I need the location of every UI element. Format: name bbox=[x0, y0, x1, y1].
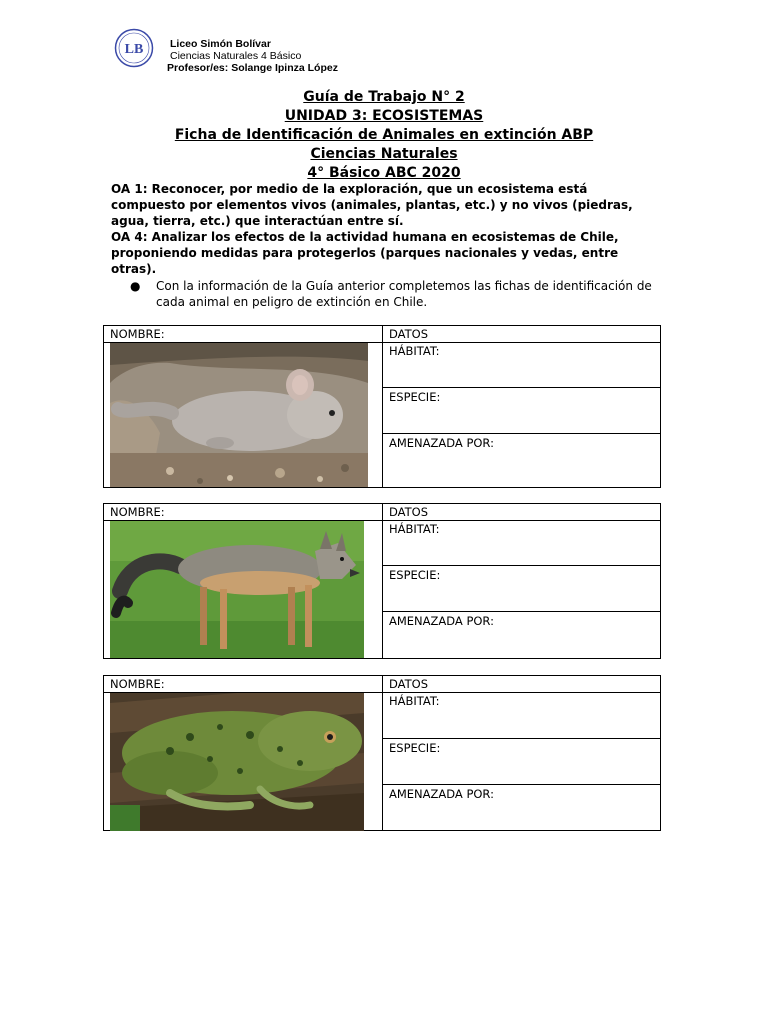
habitat-field[interactable] bbox=[383, 520, 660, 566]
animal-card-1 bbox=[103, 325, 661, 488]
especie-field[interactable] bbox=[383, 566, 660, 612]
sheet-title: Ficha de Identificación de Animales en extinción ABP bbox=[174, 127, 594, 143]
animal-card-3 bbox=[103, 675, 661, 831]
habitat-label: HÁBITAT: bbox=[389, 522, 440, 536]
amenazada-label: AMENAZADA POR: bbox=[389, 787, 494, 801]
unit-title-row bbox=[104, 107, 664, 126]
teacher-name: Profesor/es: Solange Ipinza López bbox=[167, 62, 338, 74]
especie-label: ESPECIE: bbox=[389, 568, 441, 582]
datos-label: DATOS bbox=[389, 505, 429, 519]
amenazada-field[interactable] bbox=[383, 612, 660, 658]
school-info bbox=[167, 38, 338, 74]
level-title: 4° Básico ABC 2020 bbox=[307, 165, 461, 181]
amenazada-field[interactable] bbox=[383, 434, 660, 487]
subject-title: Ciencias Naturales bbox=[310, 146, 458, 162]
fox-photo bbox=[110, 521, 364, 658]
animal-card-2 bbox=[103, 503, 661, 659]
guide-title: Guía de Trabajo N° 2 bbox=[303, 89, 465, 105]
habitat-label: HÁBITAT: bbox=[389, 694, 440, 708]
document-titles bbox=[104, 88, 664, 183]
especie-field[interactable] bbox=[383, 739, 660, 785]
especie-field[interactable] bbox=[383, 388, 660, 434]
course-name: Ciencias Naturales 4 Básico bbox=[170, 50, 302, 62]
learning-objectives bbox=[111, 181, 651, 277]
habitat-field[interactable] bbox=[383, 342, 660, 388]
especie-label: ESPECIE: bbox=[389, 741, 441, 755]
especie-label: ESPECIE: bbox=[389, 390, 441, 404]
school-logo bbox=[114, 28, 154, 68]
nombre-label: NOMBRE: bbox=[110, 327, 165, 341]
school-name: Liceo Simón Bolívar bbox=[170, 38, 271, 50]
datos-label: DATOS bbox=[389, 677, 429, 691]
amenazada-label: AMENAZADA POR: bbox=[389, 436, 494, 450]
bullet-icon: ● bbox=[130, 279, 141, 293]
nombre-label: NOMBRE: bbox=[110, 505, 165, 519]
chinchilla-photo bbox=[110, 343, 368, 487]
unit-title: UNIDAD 3: ECOSISTEMAS bbox=[284, 108, 484, 124]
document-header bbox=[114, 28, 534, 74]
habitat-label: HÁBITAT: bbox=[389, 344, 440, 358]
amenazada-field[interactable] bbox=[383, 785, 660, 830]
instruction-bullet bbox=[130, 278, 660, 310]
datos-label: DATOS bbox=[389, 327, 429, 341]
logo-letters: LB bbox=[124, 42, 144, 57]
nombre-label: NOMBRE: bbox=[110, 677, 165, 691]
amenazada-label: AMENAZADA POR: bbox=[389, 614, 494, 628]
frog-photo bbox=[110, 693, 364, 831]
instruction-text: Con la información de la Guía anterior completemos las fichas de identificación de cada animal en peligro de extinción en Chile. bbox=[156, 279, 652, 309]
habitat-field[interactable] bbox=[383, 692, 660, 739]
objective-oa1: OA 1: Reconocer, por medio de la exploración, que un ecosistema está compuesto por elementos vivos (animales, plantas, etc.) y no vivos (piedras, agua, tierra, etc.) que interactúan entre sí. bbox=[111, 182, 633, 228]
objective-oa4: OA 4: Analizar los efectos de la actividad humana en ecosistemas de Chile, proponiendo medidas para protegerlos (parques nacionales y vedas, entre otras). bbox=[111, 230, 619, 276]
